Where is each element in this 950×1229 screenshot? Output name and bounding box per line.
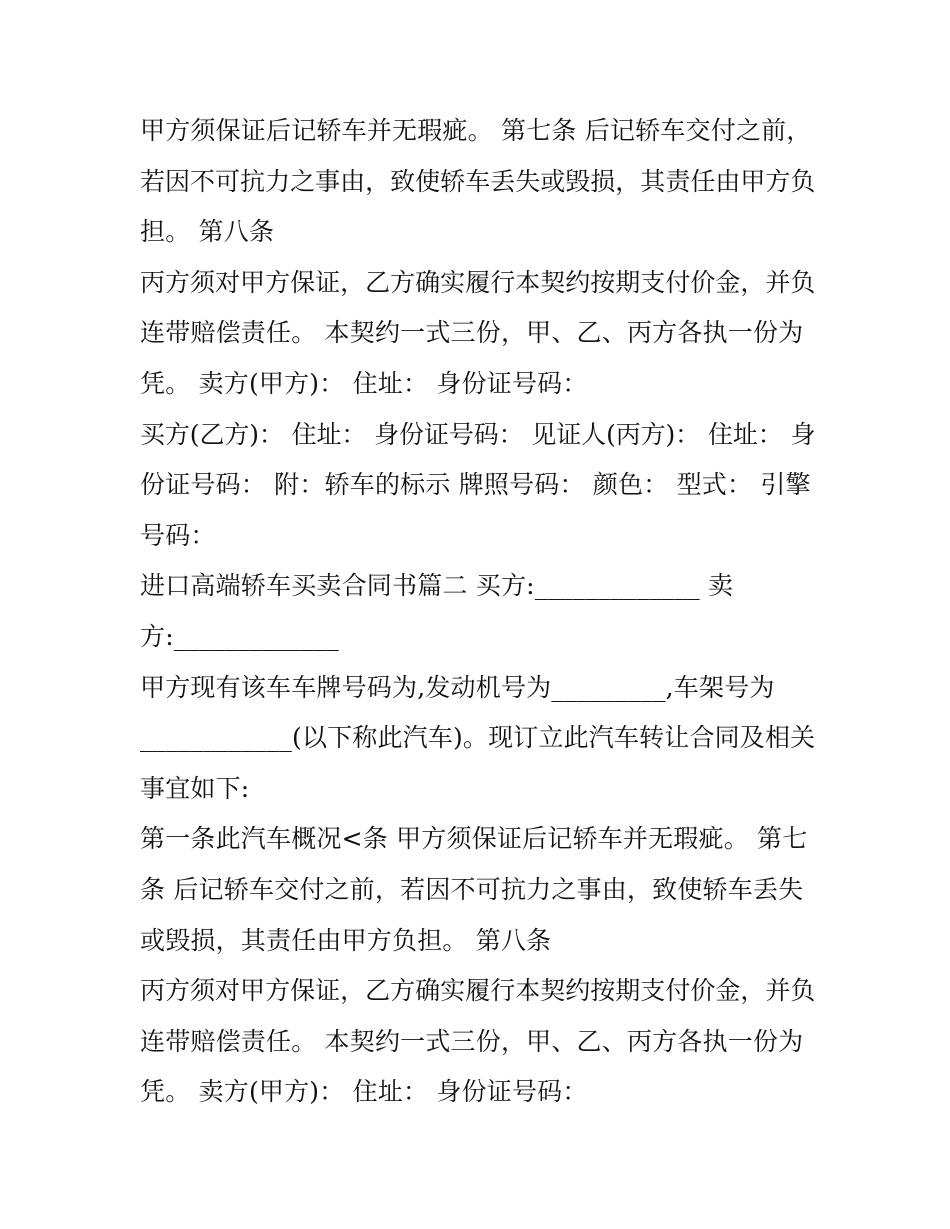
text-line: 进口高端轿车买卖合同书篇二 买方:_____________ 卖 <box>140 571 734 600</box>
text-line: 丙方须对甲方保证，乙方确实履行本契约按期支付价金，并负 <box>140 268 816 297</box>
text-line: 份证号码： 附：轿车的标示 牌照号码： 颜色： 型式： 引擎 <box>140 470 811 499</box>
text-line: 若因不可抗力之事由，致使轿车丢失或毁损，其责任由甲方负 <box>140 167 816 196</box>
text-line: 甲方须保证后记轿车并无瑕疵。 第七条 后记轿车交付之前， <box>140 116 812 145</box>
text-line: 凭。 卖方(甲方)： 住址： 身份证号码： <box>140 1077 588 1106</box>
text-line: 甲方现有该车车牌号码为,发动机号为_________,车架号为 <box>140 673 775 702</box>
text-line: 或毁损，其责任由甲方负担。 第八条 <box>140 926 552 955</box>
text-line: 连带赔偿责任。 本契约一式三份，甲、乙、丙方各执一份为 <box>140 318 804 347</box>
text-line: 号码： <box>140 521 216 550</box>
text-line: ____________(以下称此汽车)。现订立此汽车转让合同及相关 <box>140 723 816 752</box>
text-line: 凭。 卖方(甲方)： 住址： 身份证号码： <box>140 369 588 398</box>
text-line: 条 后记轿车交付之前，若因不可抗力之事由，致使轿车丢失 <box>140 875 804 904</box>
text-line: 事宜如下: <box>140 774 250 803</box>
text-line: 丙方须对甲方保证，乙方确实履行本契约按期支付价金，并负 <box>140 976 816 1005</box>
text-line: 担。 第八条 <box>140 217 275 246</box>
text-line: 买方(乙方)： 住址： 身份证号码： 见证人(丙方)： 住址： 身 <box>140 420 816 449</box>
text-line: 连带赔偿责任。 本契约一式三份，甲、乙、丙方各执一份为 <box>140 1027 804 1056</box>
text-line: 第一条此汽车概况<条 甲方须保证后记轿车并无瑕疵。 第七 <box>140 824 808 853</box>
text-line: 方:_____________ <box>140 622 339 651</box>
